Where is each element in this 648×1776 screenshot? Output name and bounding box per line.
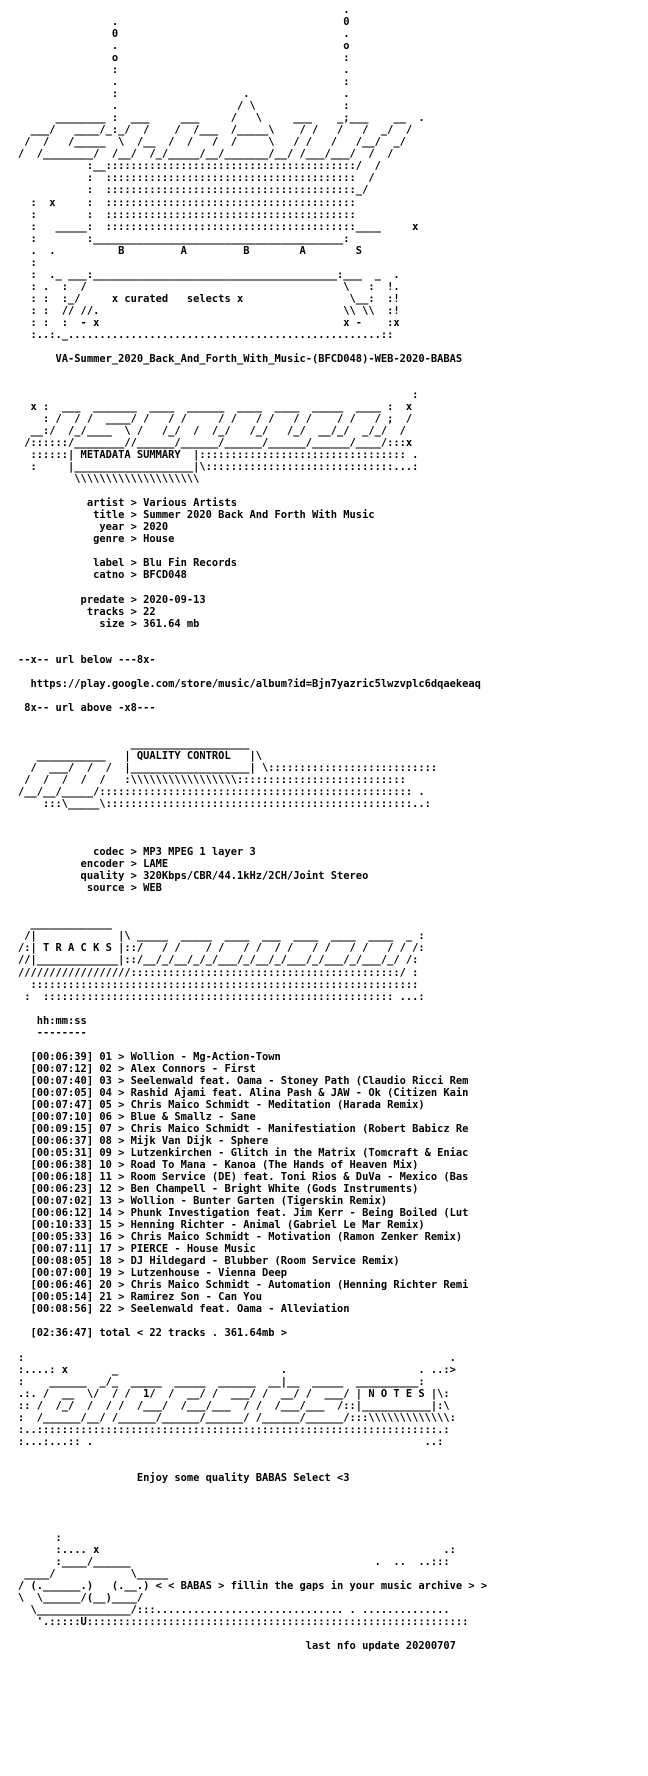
nfo-line: ___________________ bbox=[18, 737, 250, 750]
nfo-line: Enjoy some quality BABAS Select <3 bbox=[18, 1471, 350, 1484]
nfo-line: [00:06:39] 01 > Wollion - Mg-Action-Town bbox=[18, 1050, 281, 1063]
nfo-line: / ___/ / / |___________________| \::::::::::::::::::::::::::: bbox=[18, 761, 438, 774]
nfo-line bbox=[18, 582, 487, 594]
nfo-line bbox=[18, 1003, 487, 1015]
nfo-line: x : ___ _______ ____ ______ ____ ____ _____ ____ : x bbox=[18, 401, 413, 414]
nfo-line: [00:07:11] 17 > PIERCE - House Music bbox=[18, 1243, 256, 1256]
nfo-line: hh:mm:ss bbox=[18, 1014, 87, 1027]
nfo-line: : ______ _/_ _____ _____ ______ __|__ _____ __________: bbox=[18, 1375, 425, 1388]
nfo-line: [00:06:38] 10 > Road To Mana - Kanoa (The Hands of Heaven Mix) bbox=[18, 1159, 419, 1171]
nfo-line: \_______________/:::.............................. . .............. bbox=[18, 1604, 450, 1617]
nfo-line bbox=[18, 666, 487, 678]
nfo-line: [00:07:40] 03 > Seelenwald feat. Oama - Stoney Path (Claudio Ricci Rem bbox=[18, 1074, 469, 1087]
nfo-line bbox=[18, 1496, 487, 1508]
nfo-line: catno > BFCD048 bbox=[18, 569, 187, 582]
nfo-line: : bbox=[18, 1531, 62, 1544]
nfo-line: [00:07:12] 02 > Alex Connors - First bbox=[18, 1062, 256, 1075]
nfo-line: [00:10:33] 15 > Henning Richter - Animal (Gabriel Le Mar Remix) bbox=[18, 1219, 425, 1232]
nfo-line: :....: x _ . . ..:> bbox=[18, 1363, 456, 1376]
nfo-line[interactable]: https://play.google.com/store/music/album?id=Bjn7yazric5lwzvplc6dqaekeaq bbox=[18, 677, 481, 690]
nfo-line: :::\_____\:::::::::::::::::::::::::::::::::::::::::::::::::..: bbox=[18, 798, 431, 811]
nfo-line bbox=[18, 1460, 487, 1472]
nfo-line: __:/ /_/____ \ / /_/ / /_/ /_/ /_/ __/_/ _/_/ / bbox=[18, 425, 406, 438]
nfo-line: . . B A B A S bbox=[18, 244, 363, 257]
nfo-line: --x-- url below ---8x- bbox=[18, 653, 156, 666]
nfo-line: : ::::::::::::::::::::::::::::::::::::::::_/ bbox=[18, 184, 369, 197]
nfo-line: ___/ ____/_:_/ / / /___ /_____\ / / / / _/ / bbox=[18, 124, 413, 137]
nfo-line bbox=[18, 834, 487, 846]
nfo-line: /| |\ _____ _____ ____ ___ ____ ____ ____ _ : bbox=[18, 930, 425, 943]
nfo-line: [00:06:37] 08 > Mijk Van Dijk - Sphere bbox=[18, 1134, 269, 1147]
nfo-line: :____/______ . .. ..::: bbox=[18, 1556, 450, 1569]
nfo-line bbox=[18, 630, 487, 642]
nfo-line: -------- bbox=[18, 1026, 87, 1039]
nfo-line: \ \______/(__)____/ bbox=[18, 1592, 144, 1605]
nfo-line: VA-Summer_2020_Back_And_Forth_With_Music-(BFCD048)-WEB-2020-BABAS bbox=[18, 352, 463, 365]
nfo-line: : |___________________|\::::::::::::::::::::::::::::::...: bbox=[18, 461, 419, 474]
nfo-line: .:. / __ \/ / / 1/ / __/ / ___/ / __/ / ___/ | N O T E S |\: bbox=[18, 1387, 450, 1400]
nfo-line: :: / /_/ / / / /___/ /___/___ / / /___/___ /::|___________|:\ bbox=[18, 1399, 450, 1412]
nfo-line: :..:._..................................................:: bbox=[18, 328, 394, 341]
nfo-line: :..::::::::::::::::::::::::::::::::::::::::::::::::::::::::::::::::.: bbox=[18, 1423, 450, 1436]
nfo-line bbox=[18, 810, 487, 822]
nfo-line: artist > Various Artists bbox=[18, 497, 237, 510]
nfo-line: [00:06:46] 20 > Chris Maico Schmidt - Automation (Henning Richter Remi bbox=[18, 1279, 469, 1292]
nfo-line bbox=[18, 485, 487, 497]
nfo-line bbox=[18, 545, 487, 557]
nfo-line: year > 2020 bbox=[18, 521, 169, 534]
nfo-line: //////////////////:::::::::::::::::::::::::::::::::::::::::::/ : bbox=[18, 966, 419, 979]
nfo-line: . / \ : bbox=[18, 100, 350, 113]
nfo-line: :__::::::::::::::::::::::::::::::::::::::::/ / bbox=[18, 160, 381, 173]
nfo-line bbox=[18, 726, 487, 738]
nfo-line: quality > 320Kbps/CBR/44.1kHz/2CH/Joint Stereo bbox=[18, 870, 369, 883]
nfo-line: /::::::/________//______/______/______/______/______/____/:::x bbox=[18, 437, 413, 450]
nfo-line: _____________ bbox=[18, 918, 112, 931]
nfo-line bbox=[18, 1508, 487, 1520]
nfo-line: title > Summer 2020 Back And Forth With Music bbox=[18, 509, 375, 522]
nfo-line bbox=[18, 642, 487, 654]
nfo-line: size > 361.64 mb bbox=[18, 617, 200, 630]
nfo-line: [00:07:00] 19 > Lutzenhouse - Vienna Deep bbox=[18, 1267, 287, 1280]
nfo-line: ____/ \_____ bbox=[18, 1568, 169, 1581]
nfo-line: : x : :::::::::::::::::::::::::::::::::::::::: bbox=[18, 196, 356, 209]
nfo-line bbox=[18, 1315, 487, 1327]
nfo-line: : . bbox=[18, 1351, 456, 1364]
nfo-line: [00:05:14] 21 > Ramirez Son - Can You bbox=[18, 1291, 262, 1304]
nfo-line bbox=[18, 714, 487, 726]
nfo-line: [00:08:05] 18 > DJ Hildegard - Blubber (Room Service Remix) bbox=[18, 1255, 400, 1268]
nfo-line bbox=[18, 1039, 487, 1051]
nfo-line: . 0 bbox=[18, 16, 350, 29]
nfo-line: [00:07:05] 04 > Rashid Ajami feat. Alina Pash & JAW - Ok (Citizen Kain bbox=[18, 1086, 469, 1099]
nfo-line: :.... x .: bbox=[18, 1544, 456, 1556]
nfo-line: : : :::::::::::::::::::::::::::::::::::::::: bbox=[18, 208, 356, 221]
nfo-line: source > WEB bbox=[18, 882, 162, 895]
nfo-line: 8x-- url above -x8--- bbox=[18, 701, 156, 714]
nfo-line: encoder > LAME bbox=[18, 858, 169, 871]
nfo-line: [00:09:15] 07 > Chris Maico Schmidt - Manifestiation (Robert Babicz Re bbox=[18, 1122, 469, 1135]
nfo-line: : / / / ____/ / / / / / / / / / / / / ; / bbox=[18, 413, 413, 426]
nfo-line: : ._ ___:_______________________________________:___ _ . bbox=[18, 268, 400, 281]
nfo-line: :...:...:: . ..: bbox=[18, 1435, 444, 1448]
nfo-line: //|_____________|::/__/_/__/_/_/___/_/__/_/___/_/___/_/___/_/ /: bbox=[18, 954, 419, 967]
nfo-line: [00:05:31] 09 > Lutzenkirchen - Glitch in the Matrix (Tomcraft & Eniac bbox=[18, 1146, 469, 1159]
nfo-line: [00:07:10] 06 > Blue & Smallz - Sane bbox=[18, 1110, 256, 1123]
nfo-line: last nfo update 20200707 bbox=[18, 1640, 456, 1653]
nfo-line: / (.______.) (.__.) < < BABAS > fillin the gaps in your music archive > > bbox=[18, 1580, 488, 1593]
nfo-line: . : bbox=[18, 76, 350, 89]
nfo-line bbox=[18, 906, 487, 918]
nfo-line: tracks > 22 bbox=[18, 605, 156, 618]
nfo-line: genre > House bbox=[18, 533, 175, 546]
nfo-line: : : // //. \\ \\ :! bbox=[18, 304, 400, 317]
nfo-line bbox=[18, 690, 487, 702]
nfo-line: : : :_/ x curated selects x \__: :! bbox=[18, 292, 400, 305]
nfo-line: o : bbox=[18, 52, 350, 65]
nfo-line: \\\\\\\\\\\\\\\\\\\\ bbox=[18, 473, 200, 486]
nfo-line: : : : - x x - :x bbox=[18, 316, 400, 329]
nfo-line: : bbox=[18, 256, 37, 269]
nfo-line bbox=[18, 341, 487, 353]
nfo-line: : . bbox=[18, 64, 350, 77]
nfo-line: . o bbox=[18, 40, 350, 53]
nfo-line: [02:36:47] total < 22 tracks . 361.64mb > bbox=[18, 1327, 287, 1340]
nfo-line: label > Blu Fin Records bbox=[18, 557, 237, 570]
nfo-line bbox=[18, 894, 487, 906]
nfo-line: : bbox=[18, 389, 419, 401]
nfo-line: [00:07:47] 05 > Chris Maico Schmidt - Meditation (Harada Remix) bbox=[18, 1098, 425, 1111]
nfo-line: ________ : ___ ___ / \ ___ _;___ __ . bbox=[18, 112, 425, 125]
nfo-line: : . : / \ : !. bbox=[18, 280, 400, 293]
nfo-line bbox=[18, 1520, 487, 1532]
nfo-line: : /______/__/ /______/______/______/ /______/______/:::\\\\\\\\\\\\\: bbox=[18, 1411, 456, 1424]
nfo-line: /__/__/_____/:::::::::::::::::::::::::::::::::::::::::::::::::: . bbox=[18, 786, 425, 799]
nfo-line: : :________________________________________: bbox=[18, 232, 350, 245]
nfo-line: : _____: ::::::::::::::::::::::::::::::::::::::::____ x bbox=[18, 220, 419, 233]
nfo-line: codec > MP3 MPEG 1 layer 3 bbox=[18, 846, 256, 859]
nfo-line: '.:::::U::::::::::::::::::::::::::::::::::::::::::::::::::::::::::::: bbox=[18, 1616, 469, 1629]
nfo-text-block bbox=[18, 4, 487, 1652]
nfo-line bbox=[18, 1484, 487, 1496]
nfo-line bbox=[18, 1628, 487, 1640]
nfo-line bbox=[18, 822, 487, 834]
nfo-line: / / / / / :\\\\\\\\\\\\\\\\\::::::::::::::::::::::::::: bbox=[18, 774, 406, 786]
nfo-line: predate > 2020-09-13 bbox=[18, 593, 206, 606]
nfo-line: [00:07:02] 13 > Wollion - Bunter Garten (Tigerskin Remix) bbox=[18, 1195, 388, 1208]
nfo-line: / / /_____ \ /__ / / / / \ / / / /__/ _/ bbox=[18, 136, 406, 149]
nfo-line: :::::::::::::::::::::::::::::::::::::::::::::::::::::::::::::: bbox=[18, 978, 419, 991]
nfo-line: : . . bbox=[18, 88, 350, 101]
nfo-line bbox=[18, 1448, 487, 1460]
nfo-line: : :::::::::::::::::::::::::::::::::::::::: / bbox=[18, 172, 375, 185]
nfo-line bbox=[18, 365, 487, 377]
nfo-line: / /________/ /__/ /_/_____/__/_______/__/ /___/___/ / / bbox=[18, 148, 394, 161]
nfo-line: 0 . bbox=[18, 28, 350, 41]
nfo-line: [00:06:18] 11 > Room Service (DE) feat. Toni Rios & DuVa - Mexico (Bas bbox=[18, 1171, 469, 1184]
nfo-line: ::::::| METADATA SUMMARY |::::::::::::::::::::::::::::::::: . bbox=[18, 449, 419, 462]
nfo-line bbox=[18, 377, 487, 389]
nfo-line bbox=[18, 1339, 487, 1351]
nfo-line: [00:08:56] 22 > Seelenwald feat. Oama - Alleviation bbox=[18, 1303, 350, 1316]
nfo-line: : :::::::::::::::::::::::::::::::::::::::::::::::::::::::: ...: bbox=[18, 990, 425, 1003]
nfo-line: [00:05:33] 16 > Chris Maico Schmidt - Motivation (Ramon Zenker Remix) bbox=[18, 1231, 463, 1244]
nfo-line: . bbox=[18, 4, 350, 16]
nfo-line: /:| T R A C K S |::/ / / / / / / / / / / / / / / /: bbox=[18, 942, 425, 955]
nfo-line: [00:06:23] 12 > Ben Champell - Bright White (Gods Instruments) bbox=[18, 1183, 419, 1196]
nfo-line: [00:06:12] 14 > Phunk Investigation feat. Jim Kerr - Being Boiled (Lut bbox=[18, 1207, 469, 1220]
nfo-line: ___________ | QUALITY CONTROL |\ bbox=[18, 749, 262, 762]
